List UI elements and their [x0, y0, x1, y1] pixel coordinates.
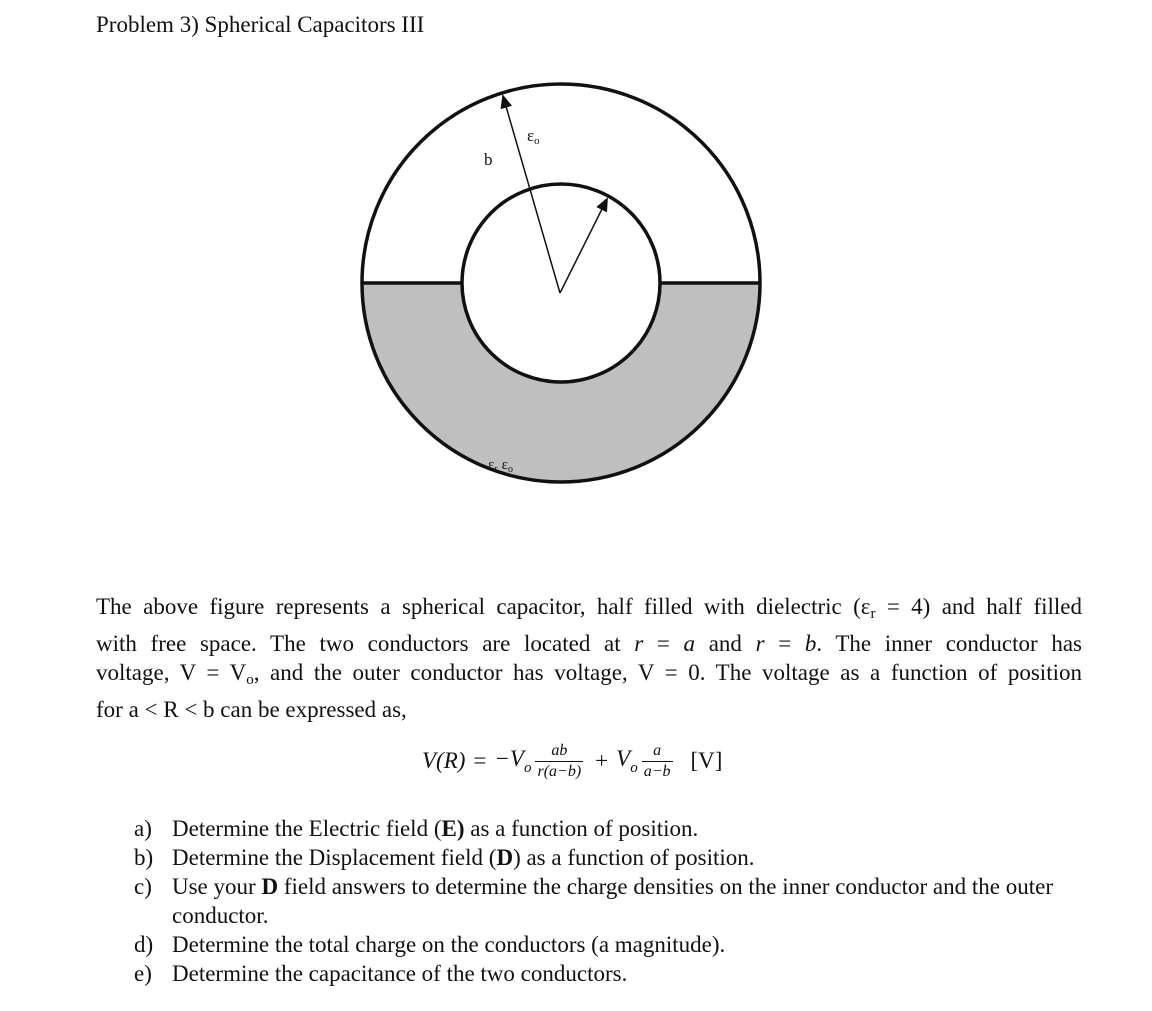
question-letter: e) [134, 961, 152, 986]
label-b: b [484, 150, 493, 169]
equation-equals: = [473, 748, 487, 773]
question-letter: c) [134, 874, 152, 899]
question-text: Determine the Electric field (E) as a function of position. [172, 816, 699, 841]
question-b [134, 843, 1064, 872]
question-letter: a) [134, 816, 152, 841]
question-e [134, 959, 1064, 988]
description-line-3: voltage, $V = V_o$, and the outer conductor has voltage, V = 0. The voltage as a function of position [96, 660, 1082, 688]
question-letter: b) [134, 845, 154, 870]
question-letter: d) [134, 932, 154, 957]
question-d [134, 930, 1064, 959]
equation-unit: [V] [690, 748, 723, 773]
equation-fraction-1: $\frac{ab}{r(a-b)}$ [537, 741, 582, 780]
description-line-4: for a < R < b can be expressed as, [96, 697, 407, 722]
equation-vo: $V_o$ [616, 745, 638, 776]
question-text: Determine the Displacement field (D) as a function of position. [172, 845, 755, 870]
equation-lhs: V(R) [422, 748, 466, 773]
question-a [134, 814, 1064, 843]
label-eps-o-top: εo [527, 126, 540, 147]
problem-description [96, 592, 1082, 724]
voltage-equation [422, 734, 722, 788]
problem-title: Problem 3) Spherical Capacitors III [96, 12, 425, 37]
inner-conductor [462, 184, 660, 382]
label-eps-r-eps-o-bottom: $\varepsilon_r$ $\varepsilon_o$ [488, 457, 513, 475]
equation-neg-vo: $-V_o$ [494, 745, 532, 776]
question-c [134, 872, 1064, 930]
equation-fraction-2: $\frac{a}{a-b}$ [643, 741, 671, 780]
description-line-1: The above figure represents a spherical capacitor, half filled with dielectric $(\varepsilon_r = 4)$ and half filled [96, 594, 1082, 622]
equation-plus: + [595, 748, 609, 773]
question-list [134, 814, 1064, 988]
question-text: Use your D field answers to determine the charge densities on the inner conductor and the outer conductor. [172, 874, 1053, 928]
question-text: Determine the capacitance of the two conductors. [172, 961, 628, 986]
question-text: Determine the total charge on the conductors (a magnitude). [172, 932, 726, 957]
description-line-2: with free space. The two conductors are located at r = a and r = b. The inner conductor has [96, 631, 1082, 656]
